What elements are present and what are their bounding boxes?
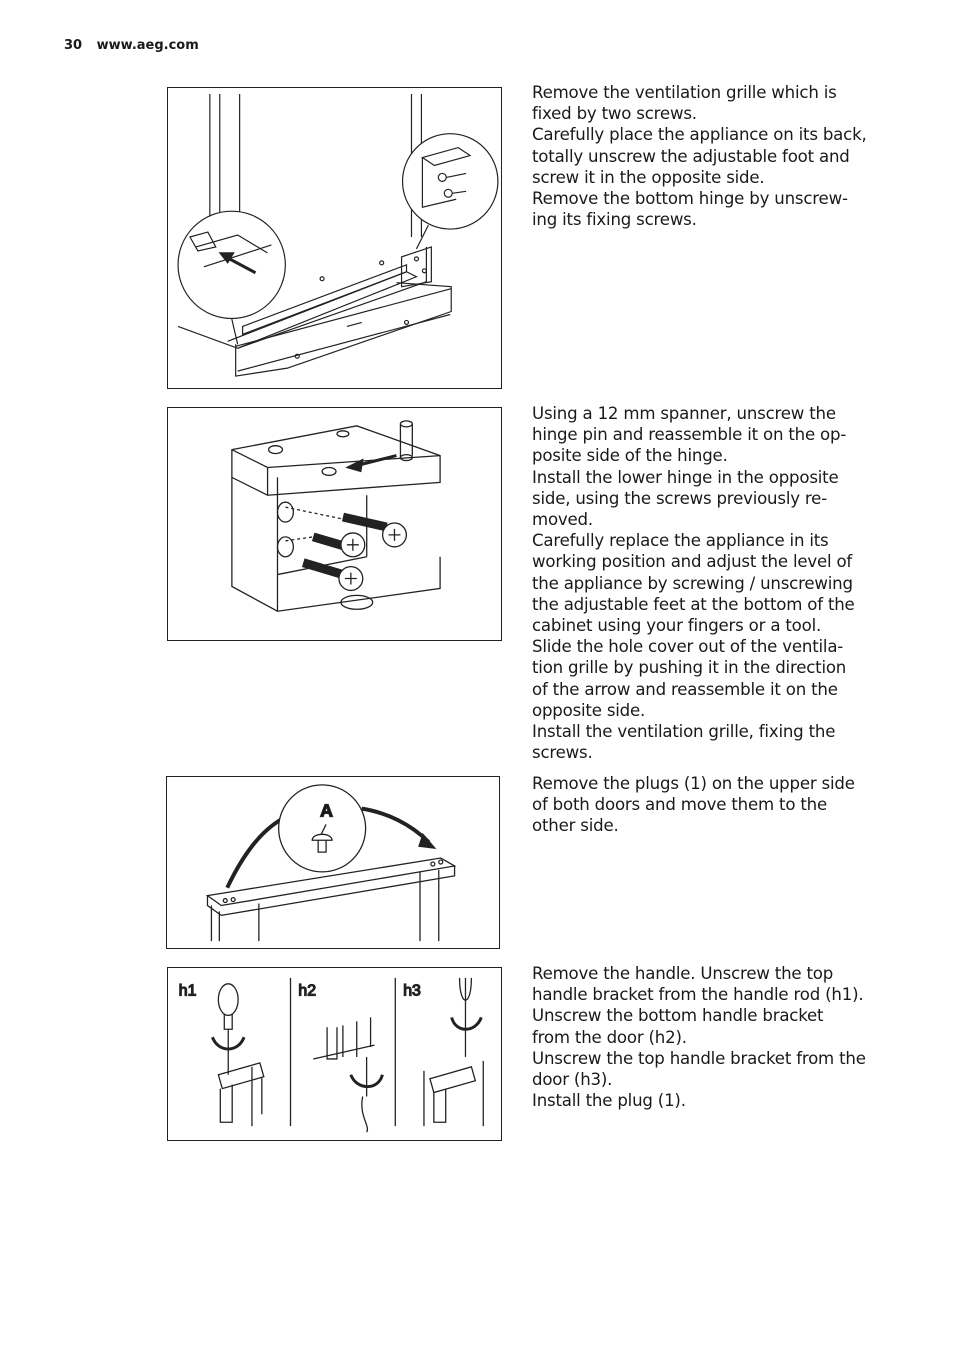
instruction-line: Carefully replace the appliance in its [532, 531, 829, 551]
figure-handle-removal [167, 967, 502, 1141]
door-plugs-illustration [167, 777, 499, 948]
figure-ventilation-grille [167, 87, 502, 389]
instruction-line: Using a 12 mm spanner, unscrew the [532, 404, 836, 423]
h3-label: h3 [403, 982, 421, 1000]
instruction-line: Remove the ventilation grille which is [532, 83, 837, 102]
instruction-line: door (h3). [532, 1070, 613, 1090]
instruction-line: screws. [532, 743, 593, 763]
instruction-line: screw it in the opposite side. [532, 167, 765, 187]
instruction-line: Slide the hole cover out of the ventila- [532, 637, 844, 657]
instruction-line: the adjustable feet at the bottom of the [532, 594, 855, 614]
page-number: 30 [64, 38, 83, 53]
instruction-line: of the arrow and reassemble it on the [532, 679, 838, 699]
instruction-line: totally unscrew the adjustable foot and [532, 146, 850, 166]
lower-hinge-illustration [168, 408, 501, 640]
figure-lower-hinge [167, 407, 502, 641]
step-3-text [532, 773, 892, 837]
instruction-line: handle bracket from the handle rod (h1). [532, 985, 864, 1005]
page-header [64, 38, 199, 53]
instruction-line: side, using the screws previously re- [532, 488, 827, 508]
step-2-text [532, 403, 892, 763]
instruction-line: Install the ventilation grille, fixing the [532, 722, 836, 742]
instruction-line: posite side of the hinge. [532, 446, 728, 466]
figure-door-plugs [166, 776, 500, 949]
instruction-line: Unscrew the top handle bracket from the [532, 1048, 866, 1068]
instruction-line: Install the plug (1). [532, 1091, 686, 1111]
instruction-line: fixed by two screws. [532, 104, 697, 124]
plug-callout-label: A [320, 800, 333, 821]
h2-label: h2 [298, 982, 316, 1000]
instruction-line: Unscrew the bottom handle bracket [532, 1006, 824, 1026]
handle-removal-illustration [168, 968, 501, 1140]
instruction-line: Remove the handle. Unscrew the top [532, 964, 834, 983]
instruction-line: Carefully place the appliance on its back, [532, 125, 867, 145]
website-link[interactable]: www.aeg.com [96, 38, 199, 53]
instruction-line: Remove the plugs (1) on the upper side [532, 774, 855, 793]
h1-label: h1 [178, 982, 197, 1000]
ventilation-grille-illustration [168, 88, 501, 388]
instruction-line: Remove the bottom hinge by unscrew- [532, 189, 848, 209]
instruction-line: hinge pin and reassemble it on the op- [532, 425, 847, 445]
instruction-line: working position and adjust the level of [532, 552, 853, 572]
instruction-line: of both doors and move them to the [532, 795, 827, 815]
instruction-line: Install the lower hinge in the opposite [532, 467, 839, 487]
instruction-line: the appliance by screwing / unscrewing [532, 573, 853, 593]
instruction-line: tion grille by pushing it in the direction [532, 658, 847, 678]
step-1-text [532, 82, 892, 230]
instruction-line: ing its fixing screws. [532, 210, 697, 230]
instruction-line: cabinet using your fingers or a tool. [532, 616, 822, 636]
instruction-line: from the door (h2). [532, 1027, 687, 1047]
instruction-line: other side. [532, 816, 619, 836]
instruction-line: opposite side. [532, 700, 646, 720]
step-4-text [532, 963, 892, 1111]
instruction-line: moved. [532, 510, 593, 530]
